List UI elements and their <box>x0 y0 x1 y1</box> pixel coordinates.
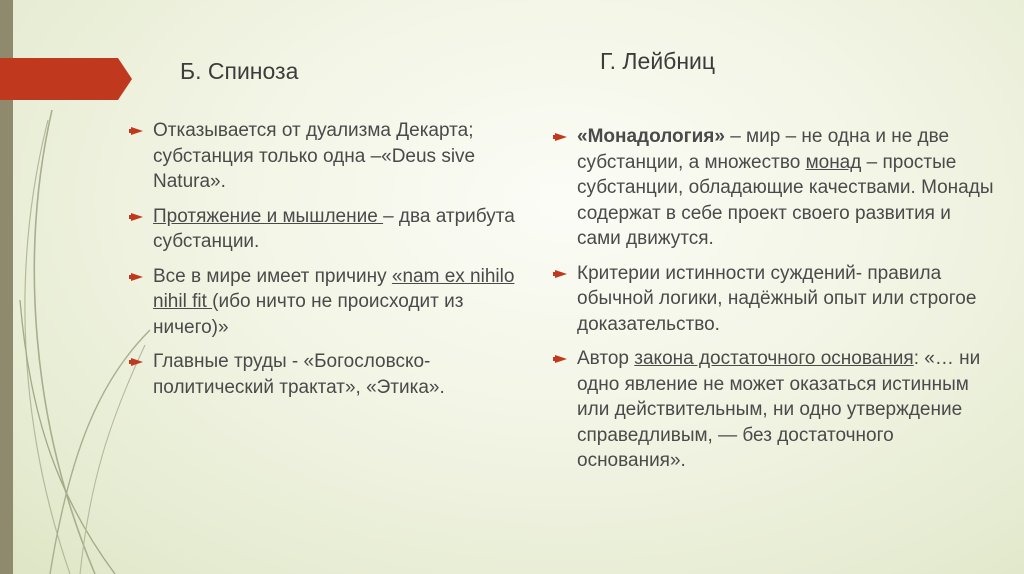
arrow-bullet-icon <box>131 213 143 221</box>
list-item: Протяжение и мышление – два атрибута субстанции. <box>131 204 516 255</box>
title-arrow-tab <box>0 58 132 100</box>
arrow-bullet-icon <box>131 358 143 366</box>
list-item: Автор закона достаточного основания: «… ни одно явление не может оказаться истинным или действительным, ни одно утверждение справедливым, — без достаточного основания». <box>555 346 995 474</box>
list-item: Все в мире имеет причину «nam ex nihilo nihil fit (ибо ничто не происходит из ничего)» <box>131 264 516 341</box>
arrow-bullet-icon <box>131 273 143 281</box>
right-column <box>555 124 995 483</box>
list-item: «Монадология» – мир – не одна и не две субстанции, а множество монад – простые субстанции, обладающие качествами. Монады содержат в себе проект своего развития и сами движутся. <box>555 124 995 252</box>
list-item: Главные труды - «Богословско-политический трактат», «Этика». <box>131 349 516 400</box>
right-heading: Г. Лейбниц <box>600 48 716 74</box>
left-heading: Б. Спиноза <box>180 58 299 84</box>
list-item: Критерии истинности суждений- правила обычной логики, надёжный опыт или строгое доказательство. <box>555 261 995 338</box>
list-item: Отказывается от дуализма Декарта; субстанция только одна –«Deus sive Natura». <box>131 118 516 195</box>
arrow-bullet-icon <box>131 127 143 135</box>
arrow-bullet-icon <box>555 133 567 141</box>
arrow-bullet-icon <box>555 270 567 278</box>
arrow-bullet-icon <box>555 355 567 363</box>
left-column <box>131 118 516 409</box>
